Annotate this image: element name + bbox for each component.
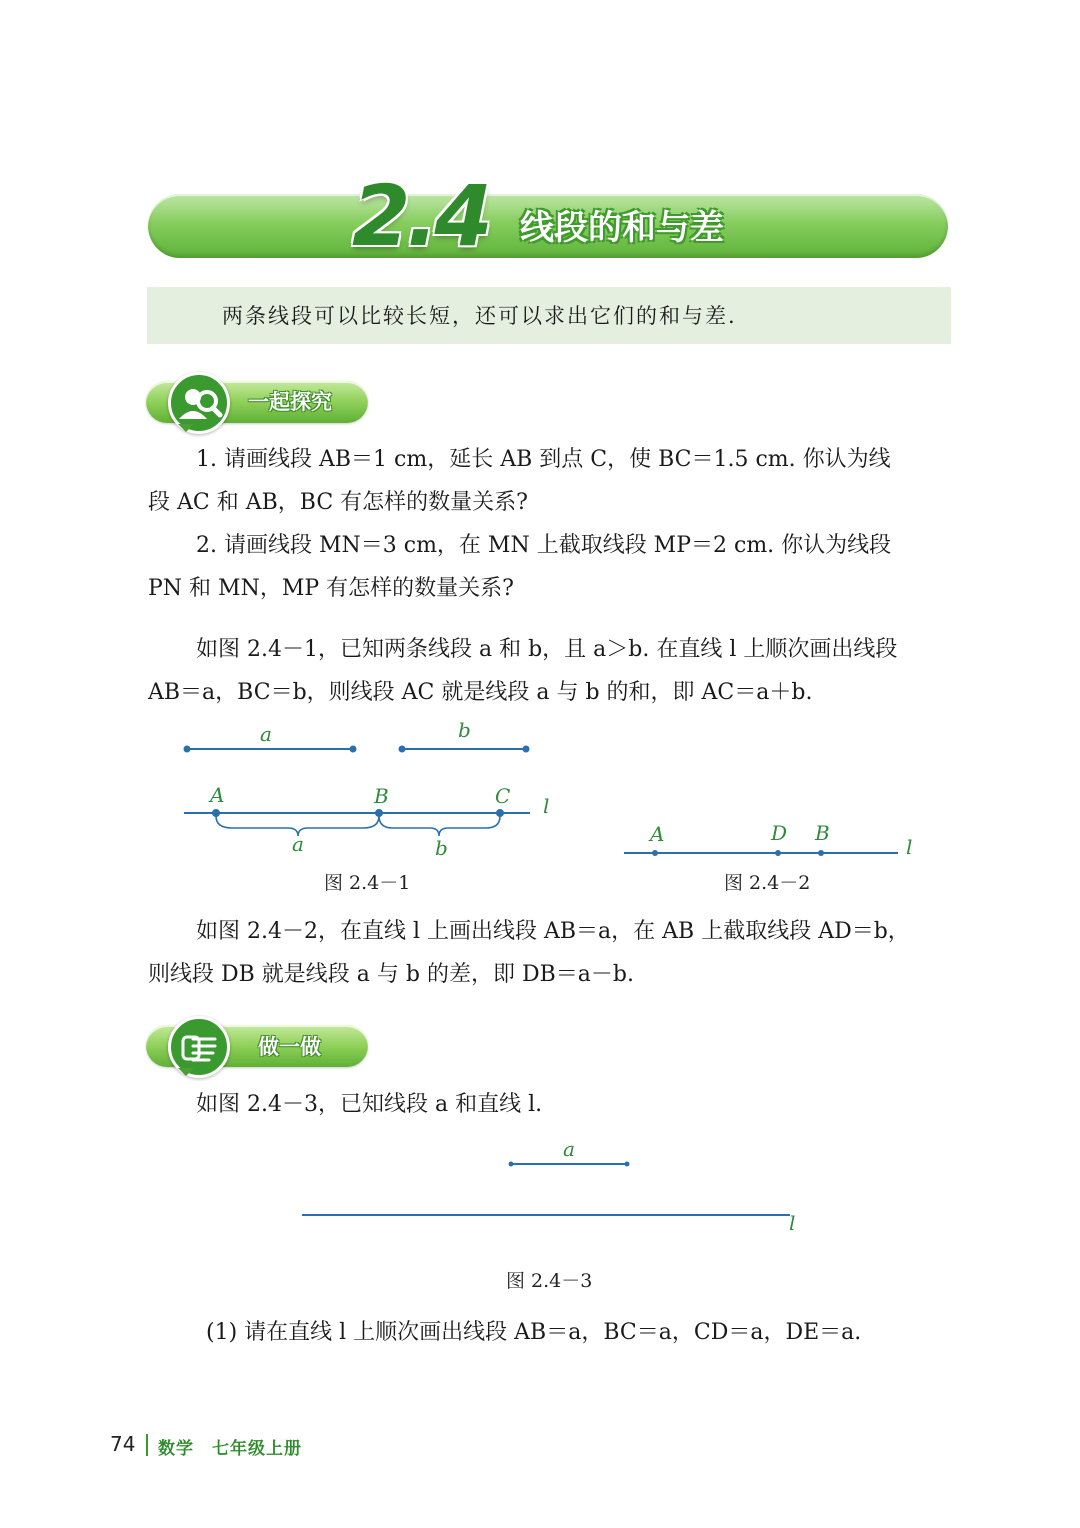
- diff-line1: 如图 2.4－2，在直线 l 上画出线段 AB＝a，在 AB 上截取线段 AD＝b，: [196, 919, 910, 944]
- explore-label: 一起探究: [248, 390, 332, 414]
- explore-p2b: PN 和 MN，MP 有怎样的数量关系?: [148, 576, 514, 601]
- book-title: 数学 七年级上册: [158, 1439, 302, 1459]
- point-A: [213, 810, 219, 816]
- label-l: l: [789, 1211, 796, 1235]
- label-a: a: [260, 722, 272, 746]
- tag-arrow-icon: [178, 424, 194, 432]
- point-D: [775, 850, 781, 856]
- figure-2-4-2: [616, 816, 926, 866]
- label-A: A: [650, 822, 665, 846]
- explore-p1b: 段 AC 和 AB，BC 有怎样的数量关系?: [148, 490, 528, 515]
- section-title: 线段的和与差: [520, 208, 724, 248]
- footer-divider: [146, 1434, 148, 1456]
- label-D: D: [771, 821, 788, 845]
- sum-line1: 如图 2.4－1，已知两条线段 a 和 b，且 a＞b. 在直线 l 上顺次画出线段: [196, 637, 898, 662]
- label-l: l: [906, 835, 913, 859]
- brace-b: [379, 816, 500, 836]
- label-B: B: [374, 784, 389, 808]
- point-B: [376, 810, 382, 816]
- point: [400, 747, 405, 752]
- intro-text: 两条线段可以比较长短，还可以求出它们的和与差.: [222, 304, 737, 328]
- label-b: b: [458, 718, 471, 742]
- label-l: l: [543, 794, 550, 818]
- label-a: a: [563, 1137, 575, 1161]
- explore-p1a: 1. 请画线段 AB＝1 cm，延长 AB 到点 C，使 BC＝1.5 cm. 你认为线: [196, 447, 891, 472]
- do-label: 做一做: [258, 1035, 321, 1059]
- caption-fig2: 图 2.4－2: [724, 872, 811, 894]
- label-C: C: [495, 784, 511, 808]
- explore-p2a: 2. 请画线段 MN＝3 cm，在 MN 上截取线段 MP＝2 cm. 你认为线段: [196, 533, 892, 558]
- point: [185, 747, 190, 752]
- label-A: A: [210, 783, 225, 807]
- do-text: 如图 2.4－3，已知线段 a 和直线 l.: [196, 1092, 543, 1117]
- caption-fig3: 图 2.4－3: [506, 1270, 593, 1292]
- brace-label-b: b: [435, 836, 448, 860]
- figure-2-4-1: [170, 716, 570, 866]
- page-number: 74: [110, 1432, 136, 1456]
- point-A: [652, 850, 658, 856]
- caption-fig1: 图 2.4－1: [324, 872, 411, 894]
- point-B: [818, 850, 824, 856]
- point: [351, 747, 356, 752]
- point: [625, 1162, 630, 1167]
- diff-line2: 则线段 DB 就是线段 a 与 b 的差，即 DB＝a－b.: [148, 962, 634, 987]
- label-B: B: [815, 821, 830, 845]
- tag-arrow-icon: [178, 1068, 194, 1076]
- point: [524, 747, 529, 752]
- task-1: (1) 请在直线 l 上顺次画出线段 AB＝a，BC＝a，CD＝a，DE＝a.: [206, 1320, 862, 1345]
- point-C: [497, 810, 503, 816]
- section-number: 2.4: [352, 167, 489, 265]
- brace-label-a: a: [292, 832, 304, 856]
- figure-2-4-3: [290, 1130, 810, 1240]
- sum-line2: AB＝a，BC＝b，则线段 AC 就是线段 a 与 b 的和，即 AC＝a＋b.: [148, 680, 813, 705]
- point: [509, 1162, 514, 1167]
